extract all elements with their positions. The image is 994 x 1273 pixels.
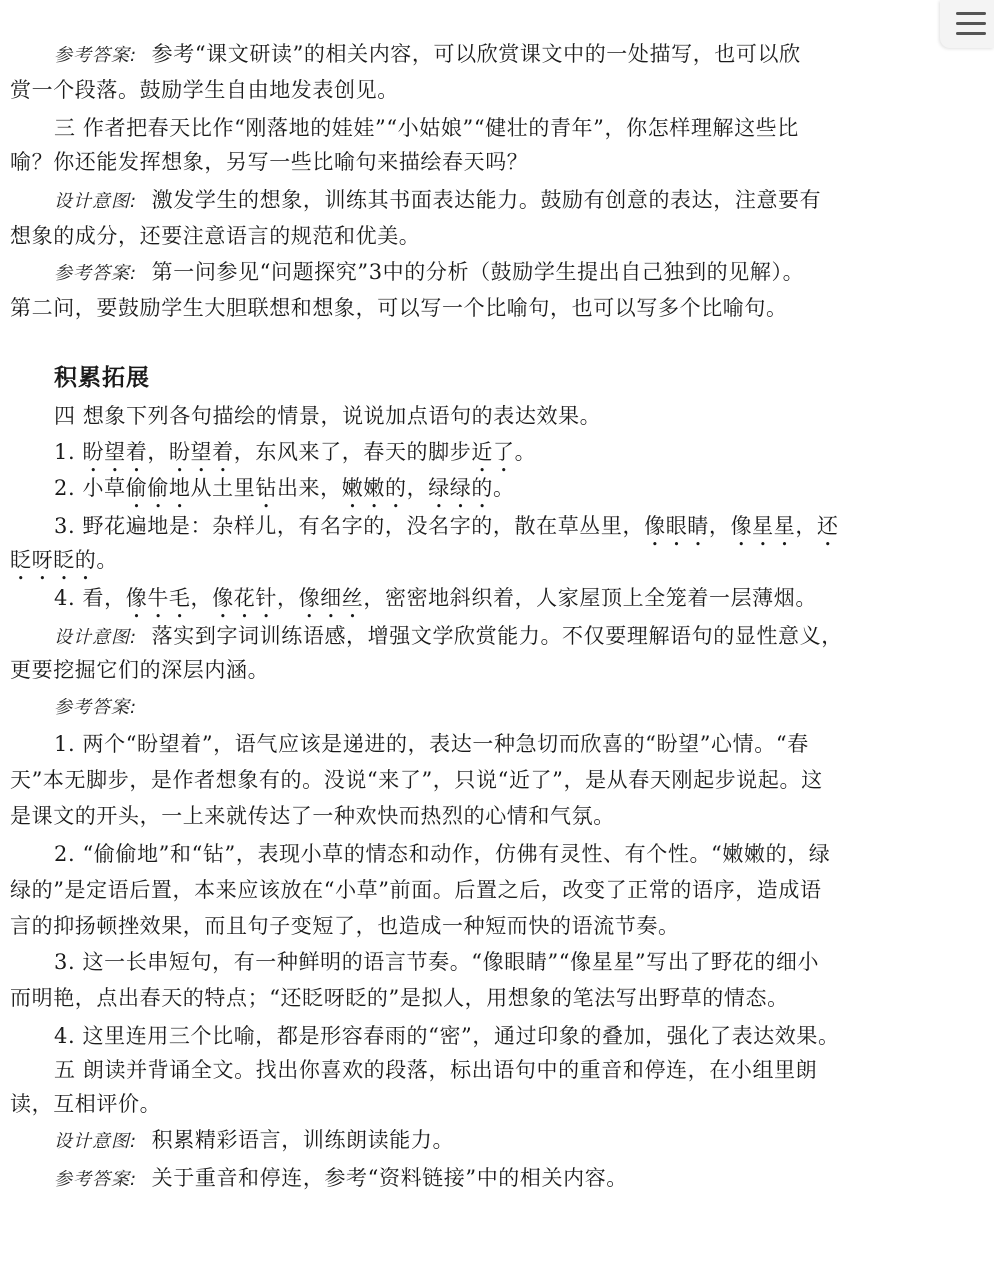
dotted-phrase: 像细丝 [298,586,364,610]
label-intent: 设计意图: [54,627,138,648]
answer-line: 天”本无脚步，是作者想象有的。没说“来了”，只说“近了”，是从春天刚起步说起。这 [10,768,823,792]
answer-line: 言的抑扬顿挫效果，而且句子变短了，也造成一种短而快的语流节奏。 [10,914,680,938]
label-answer: 参考答案: [54,263,138,284]
text-line: 第二问，要鼓励学生大胆联想和想象，可以写一个比喻句，也可以写多个比喻句。 [10,296,788,320]
answer-line: 4. 这里连用三个比喻，都是形容春雨的“密”，通过印象的叠加，强化了表达效果。 [54,1024,840,1048]
dotted-phrase: 还 [816,514,839,538]
text-line: 读，互相评价。 [10,1092,162,1116]
text-line: 设计意图: 积累精彩语言，训练朗读能力。 [54,1128,455,1152]
text-line: 赏一个段落。鼓励学生自由地发表创见。 [10,78,399,102]
label-answer: 参考答案: [54,697,138,718]
dotted-phrase: 偷偷地 [125,476,191,500]
answer-line: 3. 这一长串短句，有一种鲜明的语言节奏。“像眼睛”“像星星”写出了野花的细小 [54,950,820,974]
question-five: 五 朗读并背诵全文。找出你喜欢的段落，标出语句中的重音和停连，在小组里朗 [54,1058,818,1082]
example-sentence-1: 1. 盼望着，盼望着，东风来了，春天的脚步近了。 [54,440,537,464]
label-intent: 设计意图: [54,191,138,212]
dotted-phrase: 眨呀眨的 [10,548,97,572]
dotted-phrase: 像牛毛 [125,586,191,610]
dotted-phrase: 嫩嫩的 [341,476,407,500]
dotted-phrase: 像星星 [730,514,796,538]
answer-line: 绿的”是定语后置，本来应该放在“小草”前面。后置之后，改变了正常的语序，造成语 [10,878,822,902]
text-line: 想象的成分，还要注意语言的规范和优美。 [10,224,421,248]
dotted-phrase: 盼望着 [82,440,148,464]
dotted-phrase: 盼望着 [168,440,234,464]
text-line: 喻？你还能发挥想象，另写一些比喻句来描绘春天吗？ [10,150,529,174]
example-sentence-4: 4. 看，像牛毛，像花针，像细丝，密密地斜织着，人家屋顶上全笼着一层薄烟。 [54,586,817,610]
label-answer: 参考答案: [54,45,138,66]
section-heading: 积累拓展 [54,365,150,391]
label-intent: 设计意图: [54,1131,138,1152]
question-three: 三 作者把春天比作“刚落地的娃娃”“小姑娘”“健壮的青年”，你怎样理解这些比 [54,116,799,140]
text-line: 参考答案: 关于重音和停连，参考“资料链接”中的相关内容。 [54,1166,628,1190]
text-line: 参考答案: 第一问参见“问题探究”3中的分析（鼓励学生提出自己独到的见解）。 [54,260,805,284]
text-line: 参考答案: 参考“课文研读”的相关内容，可以欣赏课文中的一处描写，也可以欣 [54,42,801,66]
dotted-phrase: 像花针 [212,586,277,610]
dotted-phrase: 钻 [255,476,277,500]
label-answer: 参考答案: [54,1169,138,1190]
answer-line: 2. “偷偷地”和“钻”，表现小草的情态和动作，仿佛有灵性、有个性。“嫩嫩的，绿 [54,842,831,866]
text-line [10,692,994,722]
answer-line: 而明艳，点出春天的特点；“还眨呀眨的”是拟人，用想象的笔法写出野草的情态。 [10,986,789,1010]
text-line: 设计意图: 激发学生的想象，训练其书面表达能力。鼓励有创意的表达，注意要有 [54,188,822,212]
dotted-phrase: 近了 [471,440,515,464]
answer-line: 是课文的开头，一上来就传达了一种欢快而热烈的心情和气氛。 [10,804,615,828]
dotted-phrase: 像眼睛 [644,514,709,538]
question-four: 四 想象下列各句描绘的情景，说说加点语句的表达效果。 [54,404,602,428]
example-sentence-3: 3. 野花遍地是：杂样儿，有名字的，没名字的，散在草丛里，像眼睛，像星星，还 [54,514,839,538]
example-sentence-2: 2. 小草偷偷地从土里钻出来，嫩嫩的，绿绿的。 [54,476,515,500]
answer-line: 1. 两个“盼望着”，语气应该是递进的，表达一种急切而欣喜的“盼望”心情。“春 [54,732,809,756]
text-line: 更要挖掘它们的深层内涵。 [10,658,270,682]
example-sentence-3-cont: 眨呀眨的。 [10,548,119,572]
dotted-phrase: 绿绿的 [428,476,493,500]
text-line: 设计意图: 落实到字词训练语感，增强文学欣赏能力。不仅要理解语句的显性意义， [54,624,843,648]
